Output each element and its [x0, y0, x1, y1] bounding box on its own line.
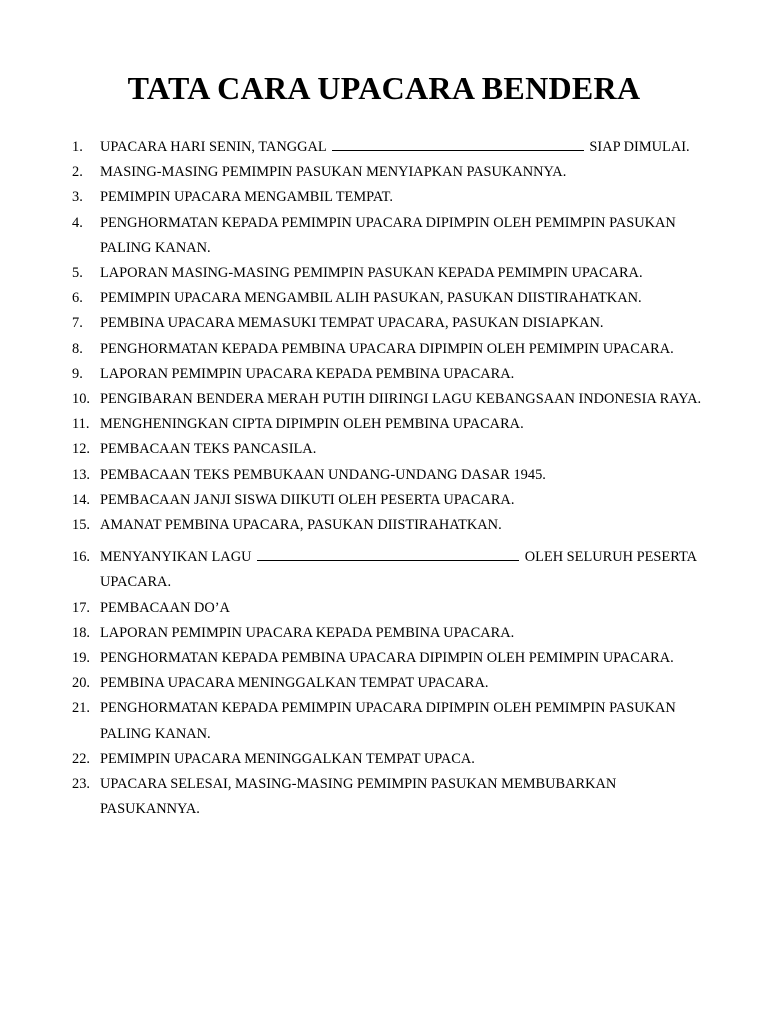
- list-item-23: [72, 772, 702, 822]
- item-text: PENGHORMATAN KEPADA PEMIMPIN UPACARA DIPIMPIN OLEH PEMIMPIN PASUKAN PALING KANAN.: [100, 700, 676, 742]
- song-blank-line[interactable]: [257, 546, 519, 561]
- list-item-3: [72, 185, 702, 210]
- item-number: 16.: [72, 549, 90, 566]
- item-number: 12.: [72, 441, 90, 458]
- item-text: LAPORAN PEMIMPIN UPACARA KEPADA PEMBINA UPACARA.: [100, 624, 515, 641]
- item-text: MENGHENINGKAN CIPTA DIPIMPIN OLEH PEMBINA UPACARA.: [100, 416, 524, 433]
- list-item-11: [72, 412, 702, 437]
- item-text: PEMBINA UPACARA MEMASUKI TEMPAT UPACARA, PASUKAN DISIAPKAN.: [100, 315, 604, 332]
- list-item-1: [72, 135, 702, 160]
- list-item-14: [72, 488, 702, 513]
- item-number: 14.: [72, 491, 90, 508]
- list-item-19: [72, 646, 702, 671]
- list-item-10: [72, 387, 702, 412]
- item-text: PEMBINA UPACARA MENINGGALKAN TEMPAT UPACARA.: [100, 675, 489, 692]
- item-text-after-blank: SIAP DIMULAI.: [589, 139, 690, 155]
- item-text-before-blank: UPACARA HARI SENIN, TANGGAL: [100, 139, 327, 155]
- item-text: PEMBACAAN JANJI SISWA DIIKUTI OLEH PESERTA UPACARA.: [100, 491, 515, 508]
- document-title: TATA CARA UPACARA BENDERA: [127, 70, 641, 106]
- item-number: 18.: [72, 624, 90, 641]
- ceremony-steps-list: [72, 135, 702, 822]
- item-number: 17.: [72, 599, 90, 616]
- item-number: 21.: [72, 700, 90, 717]
- list-item-5: [72, 261, 702, 286]
- item-number: 22.: [72, 750, 90, 767]
- item-number: 6.: [72, 290, 83, 307]
- item-text-after-blank: OLEH SELURUH PESERTA UPACARA.: [100, 549, 697, 591]
- item-text-before-blank: MENYANYIKAN LAGU: [100, 549, 252, 566]
- list-item-9: [72, 362, 702, 387]
- item-text: PEMIMPIN UPACARA MENGAMBIL TEMPAT.: [100, 189, 393, 206]
- item-number: 10.: [72, 391, 90, 408]
- item-text: LAPORAN PEMIMPIN UPACARA KEPADA PEMBINA UPACARA.: [100, 365, 515, 382]
- item-number: 23.: [72, 776, 90, 793]
- item-number: 20.: [72, 675, 90, 692]
- item-number: 1.: [72, 139, 83, 155]
- item-number: 2.: [72, 164, 83, 181]
- item-number: 13.: [72, 466, 90, 483]
- item-number: 19.: [72, 650, 90, 667]
- item-text: PENGIBARAN BENDERA MERAH PUTIH DIIRINGI LAGU KEBANGSAAN INDONESIA RAYA.: [100, 391, 702, 408]
- item-number: 5.: [72, 265, 83, 282]
- item-text: AMANAT PEMBINA UPACARA, PASUKAN DIISTIRAHATKAN.: [100, 517, 502, 534]
- list-item-6: [72, 286, 702, 311]
- item-text: UPACARA SELESAI, MASING-MASING PEMIMPIN PASUKAN MEMBUBARKAN PASUKANNYA.: [100, 776, 617, 818]
- list-item-13: [72, 463, 702, 488]
- list-item-16: [72, 545, 702, 595]
- item-text: PENGHORMATAN KEPADA PEMBINA UPACARA DIPIMPIN OLEH PEMIMPIN UPACARA.: [100, 650, 674, 667]
- item-number: 7.: [72, 315, 83, 332]
- item-text: MASING-MASING PEMIMPIN PASUKAN MENYIAPKAN PASUKANNYA.: [100, 164, 567, 181]
- item-number: 8.: [72, 340, 83, 357]
- list-item-2: [72, 160, 702, 185]
- list-item-4: [72, 211, 702, 261]
- list-item-17: [72, 596, 702, 621]
- item-text: PEMBACAAN DO’A: [100, 599, 230, 616]
- list-item-7: [72, 311, 702, 336]
- list-item-15: [72, 513, 702, 538]
- list-item-18: [72, 621, 702, 646]
- item-text: LAPORAN MASING-MASING PEMIMPIN PASUKAN KEPADA PEMIMPIN UPACARA.: [100, 265, 643, 282]
- item-number: 11.: [72, 416, 90, 433]
- item-number: 9.: [72, 365, 83, 382]
- item-text: PENGHORMATAN KEPADA PEMIMPIN UPACARA DIPIMPIN OLEH PEMIMPIN PASUKAN PALING KANAN.: [100, 214, 676, 256]
- item-text: PEMIMPIN UPACARA MENGAMBIL ALIH PASUKAN, PASUKAN DIISTIRAHATKAN.: [100, 290, 642, 307]
- date-blank-line[interactable]: [332, 136, 584, 151]
- item-text: PEMBACAAN TEKS PEMBUKAAN UNDANG-UNDANG DASAR 1945.: [100, 466, 546, 483]
- item-text: PEMBACAAN TEKS PANCASILA.: [100, 441, 317, 458]
- item-number: 15.: [72, 517, 90, 534]
- list-item-20: [72, 671, 702, 696]
- item-number: 3.: [72, 189, 83, 206]
- list-item-22: [72, 747, 702, 772]
- list-item-8: [72, 337, 702, 362]
- list-item-21: [72, 696, 702, 746]
- list-item-12: [72, 437, 702, 462]
- item-text: PEMIMPIN UPACARA MENINGGALKAN TEMPAT UPACA.: [100, 750, 475, 767]
- item-number: 4.: [72, 214, 83, 231]
- item-text: PENGHORMATAN KEPADA PEMBINA UPACARA DIPIMPIN OLEH PEMIMPIN UPACARA.: [100, 340, 674, 357]
